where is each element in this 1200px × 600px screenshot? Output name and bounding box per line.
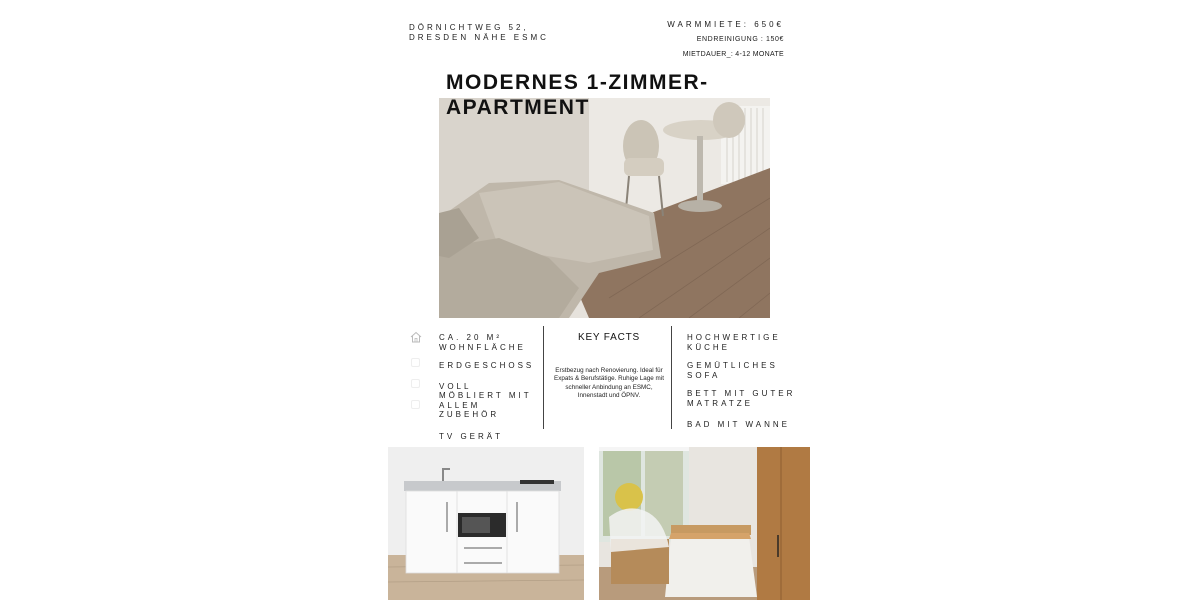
feature-list-left bbox=[439, 333, 539, 450]
feature-item: BAD MIT WANNE bbox=[687, 420, 791, 429]
divider bbox=[543, 326, 544, 429]
endreinigung-fee: ENDREINIGUNG : 150€ bbox=[696, 36, 784, 43]
feature-item: VOLL MÖBLIERT MIT ALLEM ZUBEHÖR bbox=[439, 381, 532, 419]
feature-icons bbox=[411, 358, 420, 421]
feature-item: ERDGESCHOSS bbox=[439, 361, 535, 370]
floor-icon bbox=[411, 358, 420, 367]
feature-item: HOCHWERTIGE KÜCHE bbox=[687, 333, 781, 352]
listing-address: DÖRNICHTWEG 52, DRESDEN NÄHE ESMC bbox=[409, 23, 549, 42]
tv-icon bbox=[411, 400, 420, 409]
warmmiete-price: WARMMIETE: 650€ bbox=[667, 20, 784, 29]
living-room-photo bbox=[439, 98, 770, 318]
key-facts-text: Erstbezug nach Renovierung. Ideal für Expats & Berufstätige. Ruhige Lage mit schneller Anbindung an ESMC, Innenstadt und ÖPNV. bbox=[554, 367, 664, 399]
rent-info bbox=[640, 20, 784, 58]
feature-item: CA. 20 M² WOHNFLÄCHE bbox=[439, 333, 526, 352]
key-facts-heading: KEY FACTS bbox=[577, 332, 641, 343]
furniture-icon bbox=[411, 379, 420, 388]
kitchen-photo bbox=[388, 447, 584, 600]
feature-list-right bbox=[687, 333, 807, 439]
feature-item: TV GERÄT bbox=[439, 431, 504, 441]
listing-title: MODERNES 1-ZIMMER-APARTMENT bbox=[446, 71, 709, 119]
feature-item: GEMÜTLICHES SOFA bbox=[687, 361, 778, 380]
feature-item: BETT MIT GUTER MATRATZE bbox=[687, 389, 796, 408]
bedroom-photo bbox=[599, 447, 810, 600]
home-icon bbox=[409, 330, 423, 344]
rental-duration: MIETDAUER_: 4-12 MONATE bbox=[682, 51, 784, 58]
divider bbox=[671, 326, 672, 429]
